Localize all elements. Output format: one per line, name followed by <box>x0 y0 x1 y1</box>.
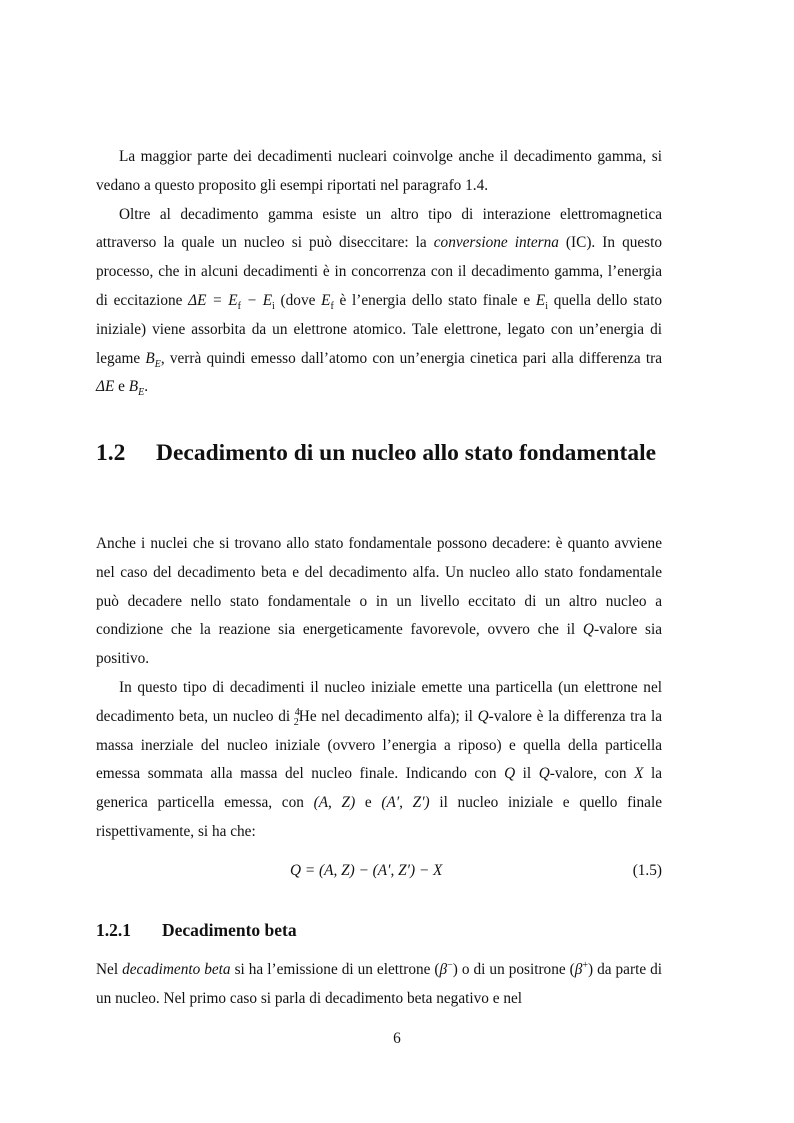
subsection-title: Decadimento beta <box>162 920 297 940</box>
equation-1-5 <box>96 860 662 888</box>
section-title: Decadimento di un nucleo allo stato fondamentale <box>156 440 657 466</box>
beta-paragraph <box>96 956 662 1014</box>
section-number: 1.2 <box>96 440 126 466</box>
intro-paragraphs <box>96 143 662 402</box>
paragraph-beta-decay: Nel decadimento beta si ha l’emissione di un elettrone (β−) o di un positrone (β+) da parte di un nucleo. Nel primo caso si parla di decadimento beta negativo e nel <box>96 959 663 1007</box>
equation-number: (1.5) <box>632 862 662 879</box>
paragraph-gamma: La maggior parte dei decadimenti nucleari coinvolge anche il decadimento gamma, si vedano a questo proposito gli esempi riportati nel paragrafo 1.4. <box>96 148 662 194</box>
paragraph-q-value: In questo tipo di decadimenti il nucleo iniziale emette una particella (un elettrone nel decadimento beta, un nucleo di $^4_2$He nel decadimento alfa); il Q-valore è la differenza tra la massa inerziale del nucleo iniziale (ovvero l’energia a riposo) e quella della particella emessa sommata alla massa del nucleo finale. Indicando con Q il Q-valore, con X la generica particella emessa, con (A, Z) e (A′, Z′) il nucleo iniziale e quello finale rispettivamente, si ha che: <box>96 678 663 840</box>
page-number: 6 <box>393 1030 401 1047</box>
paragraph-internal-conversion: Oltre al decadimento gamma esiste un altro tipo di interazione elettromagnetica attraverso la quale un nucleo si può diseccitare: la conversione interna (IC). In questo processo, che in alcuni decadimenti è in concorrenza con il decadimento gamma, l’energia di eccitazione $\Delta E = E_f - E_i$ (dove $E_f$ è l’energia dello stato finale e $E_i$ quella dello stato iniziale) viene assorbita da un elettrone atomico. Tale elettrone, legato con un’energia di legame $B_E$, verrà quindi emesso dall’atomo con un’energia cinetica pari alla differenza tra ΔE e $B_E$. <box>96 205 663 399</box>
subsection-number: 1.2.1 <box>96 920 131 940</box>
section-paragraphs <box>96 530 662 847</box>
equation-expression: Q = (A, Z) − (A′, Z′) − X <box>290 862 443 879</box>
term-beta-decay: decadimento beta <box>122 961 231 978</box>
term-internal-conversion: conversione interna <box>433 234 559 252</box>
paragraph-ground-state: Anche i nuclei che si trovano allo stato fondamentale possono decadere: è quanto avviene nel caso del decadimento beta e del decadimento alfa. Un nucleo allo stato fondamentale può decadere nello stato fondamentale o in un livello eccitato di un altro nucleo a condizione che la reazione sia energeticamente favorevole, ovvero che il Q-valore sia positivo. <box>96 535 662 668</box>
